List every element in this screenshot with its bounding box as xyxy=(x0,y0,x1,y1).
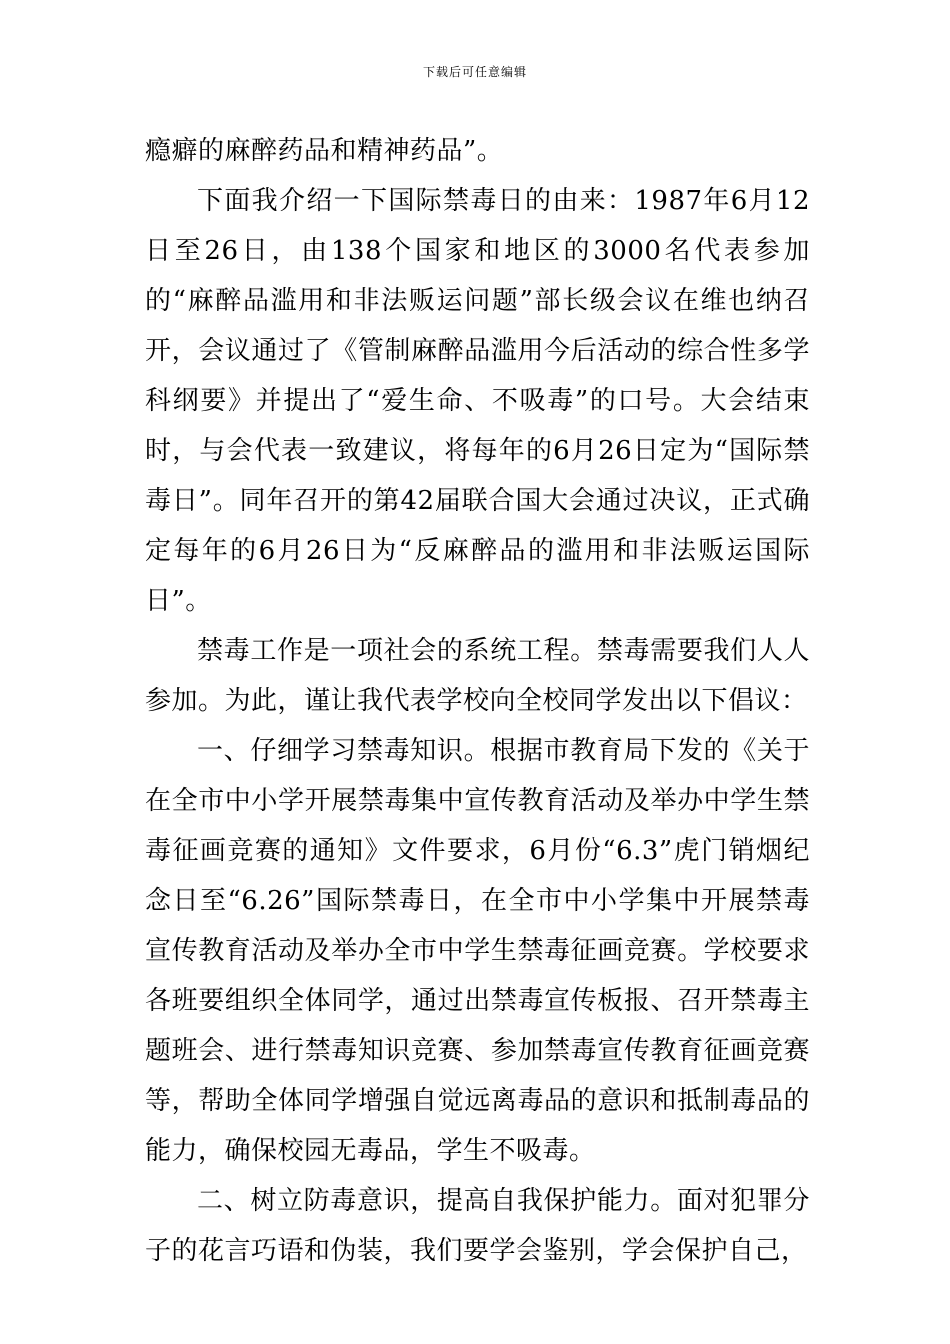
paragraph-point-one: 一、仔细学习禁毒知识。根据市教育局下发的《关于在全市中小学开展禁毒集中宣传教育活动及举办中学生禁毒征画竞赛的通知》文件要求，6月份“6.3”虎门销烟纪念日至“6.26”国际禁毒日，在全市中小学集中开展禁毒宣传教育活动及举办全市中学生禁毒征画竞赛。学校要求各班要组织全体同学，通过出禁毒宣传板报、召开禁毒主题班会、进行禁毒知识竞赛、参加禁毒宣传教育征画竞赛等，帮助全体同学增强自觉远离毒品的意识和抵制毒品的能力，确保校园无毒品，学生不吸毒。 xyxy=(145,736,810,1166)
paragraph-anti-drug-day-origin: 下面我介绍一下国际禁毒日的由来：1987年6月12日至26日，由138个国家和地区的3000名代表参加的“麻醉品滥用和非法贩运问题”部长级会议在维也纳召开，会议通过了《管制麻醉品滥用今后活动的综合性多学科纲要》并提出了“爱生命、不吸毒”的口号。大会结束时，与会代表一致建议，将每年的6月26日定为“国际禁毒日”。同年召开的第42届联合国大会通过决议，正式确定每年的6月26日为“反麻醉品的滥用和非法贩运国际日”。 xyxy=(145,186,810,616)
paragraph-initiative-intro: 禁毒工作是一项社会的系统工程。禁毒需要我们人人参加。为此，谨让我代表学校向全校同学发出以下倡议： xyxy=(145,636,810,716)
page-header-note: 下载后可任意编辑 xyxy=(422,65,527,79)
document-body xyxy=(145,126,810,1276)
paragraph-continuation: 瘾癖的麻醉药品和精神药品”。 xyxy=(145,136,504,166)
paragraph-point-two: 二、树立防毒意识，提高自我保护能力。面对犯罪分子的花言巧语和伪装，我们要学会鉴别，学会保护自己， xyxy=(145,1186,810,1266)
